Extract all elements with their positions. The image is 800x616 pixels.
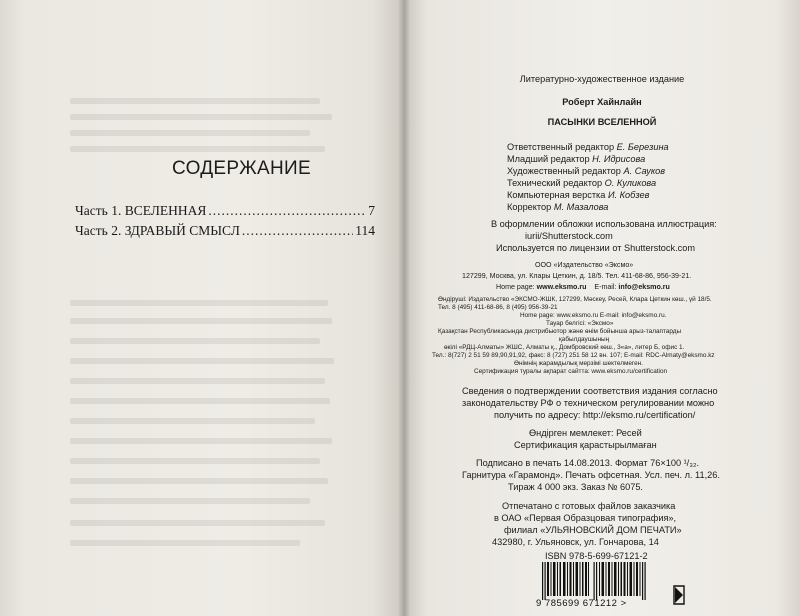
show-through-line	[70, 130, 310, 136]
kz-line: Тел.: 8(727) 2 51 59 89,90,91,92, факс: 8 (727) 251 58 12 вн. 107; E-mail: RDC-Almaty@eksmo.kz	[432, 352, 715, 359]
toc-title: СОДЕРЖАНИЕ	[172, 158, 311, 179]
kz-line: Өндіруші: Издательство «ЭКСМО-ЖШК, 127299, Мәскеу, Ресей, Клара Цеткин көш., үй 18/5.	[438, 296, 712, 303]
toc-entry-page: 114	[355, 223, 375, 238]
toc-entry[interactable]	[75, 223, 375, 239]
kz-line: Қазақстан Республикасында дистрибьютор және өнім бойынша арыз-талаптарды	[438, 328, 682, 335]
show-through-line	[70, 458, 320, 464]
show-through-line	[70, 398, 330, 404]
credit-line: Корректор М. Мазалова	[507, 202, 609, 212]
print-line: Подписано в печать 14.08.2013. Формат 76×100 ¹/₃₂.	[476, 458, 700, 468]
isbn: ISBN 978-5-699-67121-2	[545, 551, 648, 561]
show-through-line	[70, 418, 315, 424]
publisher-address: 127299, Москва, ул. Клары Цеткин, д. 18/5. Тел. 411-68-86, 956-39-21.	[462, 272, 692, 280]
show-through-line	[70, 98, 320, 104]
toc-leader-dots	[242, 223, 353, 239]
credit-line: Технический редактор О. Куликова	[507, 178, 657, 188]
certification-line: законодательству РФ о техническом регулировании можно	[462, 398, 715, 408]
toc-entry-label: Часть 2. ЗДРАВЫЙ СМЫСЛ	[75, 223, 240, 238]
show-through-line	[70, 358, 334, 364]
kz-line: Сертификация туралы ақпарат сайтта: www.eksmo.ru/certification	[474, 368, 668, 375]
printer-line: в ОАО «Первая Образцовая типография»,	[494, 513, 677, 523]
certification-line: получить по адресу: http://eksmo.ru/certification/	[494, 410, 696, 420]
publisher-contacts: Home page: www.eksmo.ru E-mail: info@eksmo.ru	[496, 283, 670, 291]
origin-line: Өндірген мемлекет: Ресей	[529, 428, 642, 438]
book-gutter	[398, 0, 410, 616]
publisher-name: ООО «Издательство «Эксмо»	[535, 261, 634, 269]
show-through-line	[70, 300, 328, 306]
toc-entry[interactable]	[75, 203, 375, 219]
credit-line: Компьютерная верстка И. Кобзев	[507, 190, 650, 200]
show-through-line	[70, 146, 325, 152]
publisher-logo-icon	[672, 584, 686, 606]
show-through-line	[70, 338, 320, 344]
show-through-line	[70, 520, 325, 526]
show-through-line	[70, 498, 310, 504]
toc-entry-label: Часть 1. ВСЕЛЕННАЯ	[75, 203, 207, 218]
print-line: Гарнитура «Гарамонд». Печать офсетная. Усл. печ. л. 11,26.	[462, 470, 720, 480]
toc-entry-page: 7	[368, 203, 375, 218]
show-through-line	[70, 478, 328, 484]
kz-line: өкілі «РДЦ-Алматы» ЖШС, Алматы қ., Домбровский көш., 3«а», литер Б, офис 1.	[444, 344, 685, 351]
right-page	[404, 0, 800, 616]
author-name: Роберт Хайнлайн	[562, 97, 642, 107]
show-through-line	[70, 540, 300, 546]
genre-line: Литературно-художественное издание	[519, 74, 685, 84]
kz-line: Тел. 8 (495) 411-68-86, 8 (495) 956-39-21	[438, 304, 558, 311]
credit-line: Младший редактор Н. Идрисова	[507, 154, 646, 164]
cover-note-line: Используется по лицензии от Shutterstock.com	[496, 243, 696, 253]
printer-line: 432980, г. Ульяновск, ул. Гончарова, 14	[492, 537, 659, 547]
book-title: ПАСЫНКИ ВСЕЛЕННОЙ	[547, 117, 657, 127]
kz-line: Өнімнің жарамдылық мерзімі шектелмеген.	[514, 360, 643, 367]
printer-line: филиал «УЛЬЯНОВСКИЙ ДОМ ПЕЧАТИ»	[504, 525, 682, 535]
origin-line: Сертификация қарастырылмаған	[514, 440, 657, 450]
show-through-line	[70, 378, 325, 384]
show-through-line	[70, 318, 332, 324]
kz-line: Home page: www.eksmo.ru E-mail: info@eksmo.ru.	[520, 312, 667, 319]
cover-note-line: В оформлении обложки использована иллюстрация:	[491, 219, 717, 229]
show-through-line	[70, 114, 332, 120]
kz-line: Тауар белгісі: «Эксмо»	[546, 320, 614, 327]
credit-line: Ответственный редактор Е. Березина	[507, 142, 669, 152]
email-link[interactable]: info@eksmo.ru	[618, 283, 670, 291]
cover-note-line: iurii/Shutterstock.com	[525, 231, 613, 241]
certification-line: Сведения о подтверждении соответствия издания согласно	[462, 386, 718, 396]
toc-leader-dots	[208, 203, 366, 219]
home-page-link[interactable]: www.eksmo.ru	[536, 283, 587, 291]
printer-line: Отпечатано с готовых файлов заказчика	[502, 501, 676, 511]
kz-line: қабылдаушының	[559, 336, 610, 343]
barcode-digits: 9 785699 671212 >	[536, 598, 627, 609]
credit-line: Художественный редактор А. Сауков	[507, 166, 666, 176]
print-line: Тираж 4 000 экз. Заказ № 6075.	[508, 482, 643, 492]
show-through-line	[70, 438, 332, 444]
